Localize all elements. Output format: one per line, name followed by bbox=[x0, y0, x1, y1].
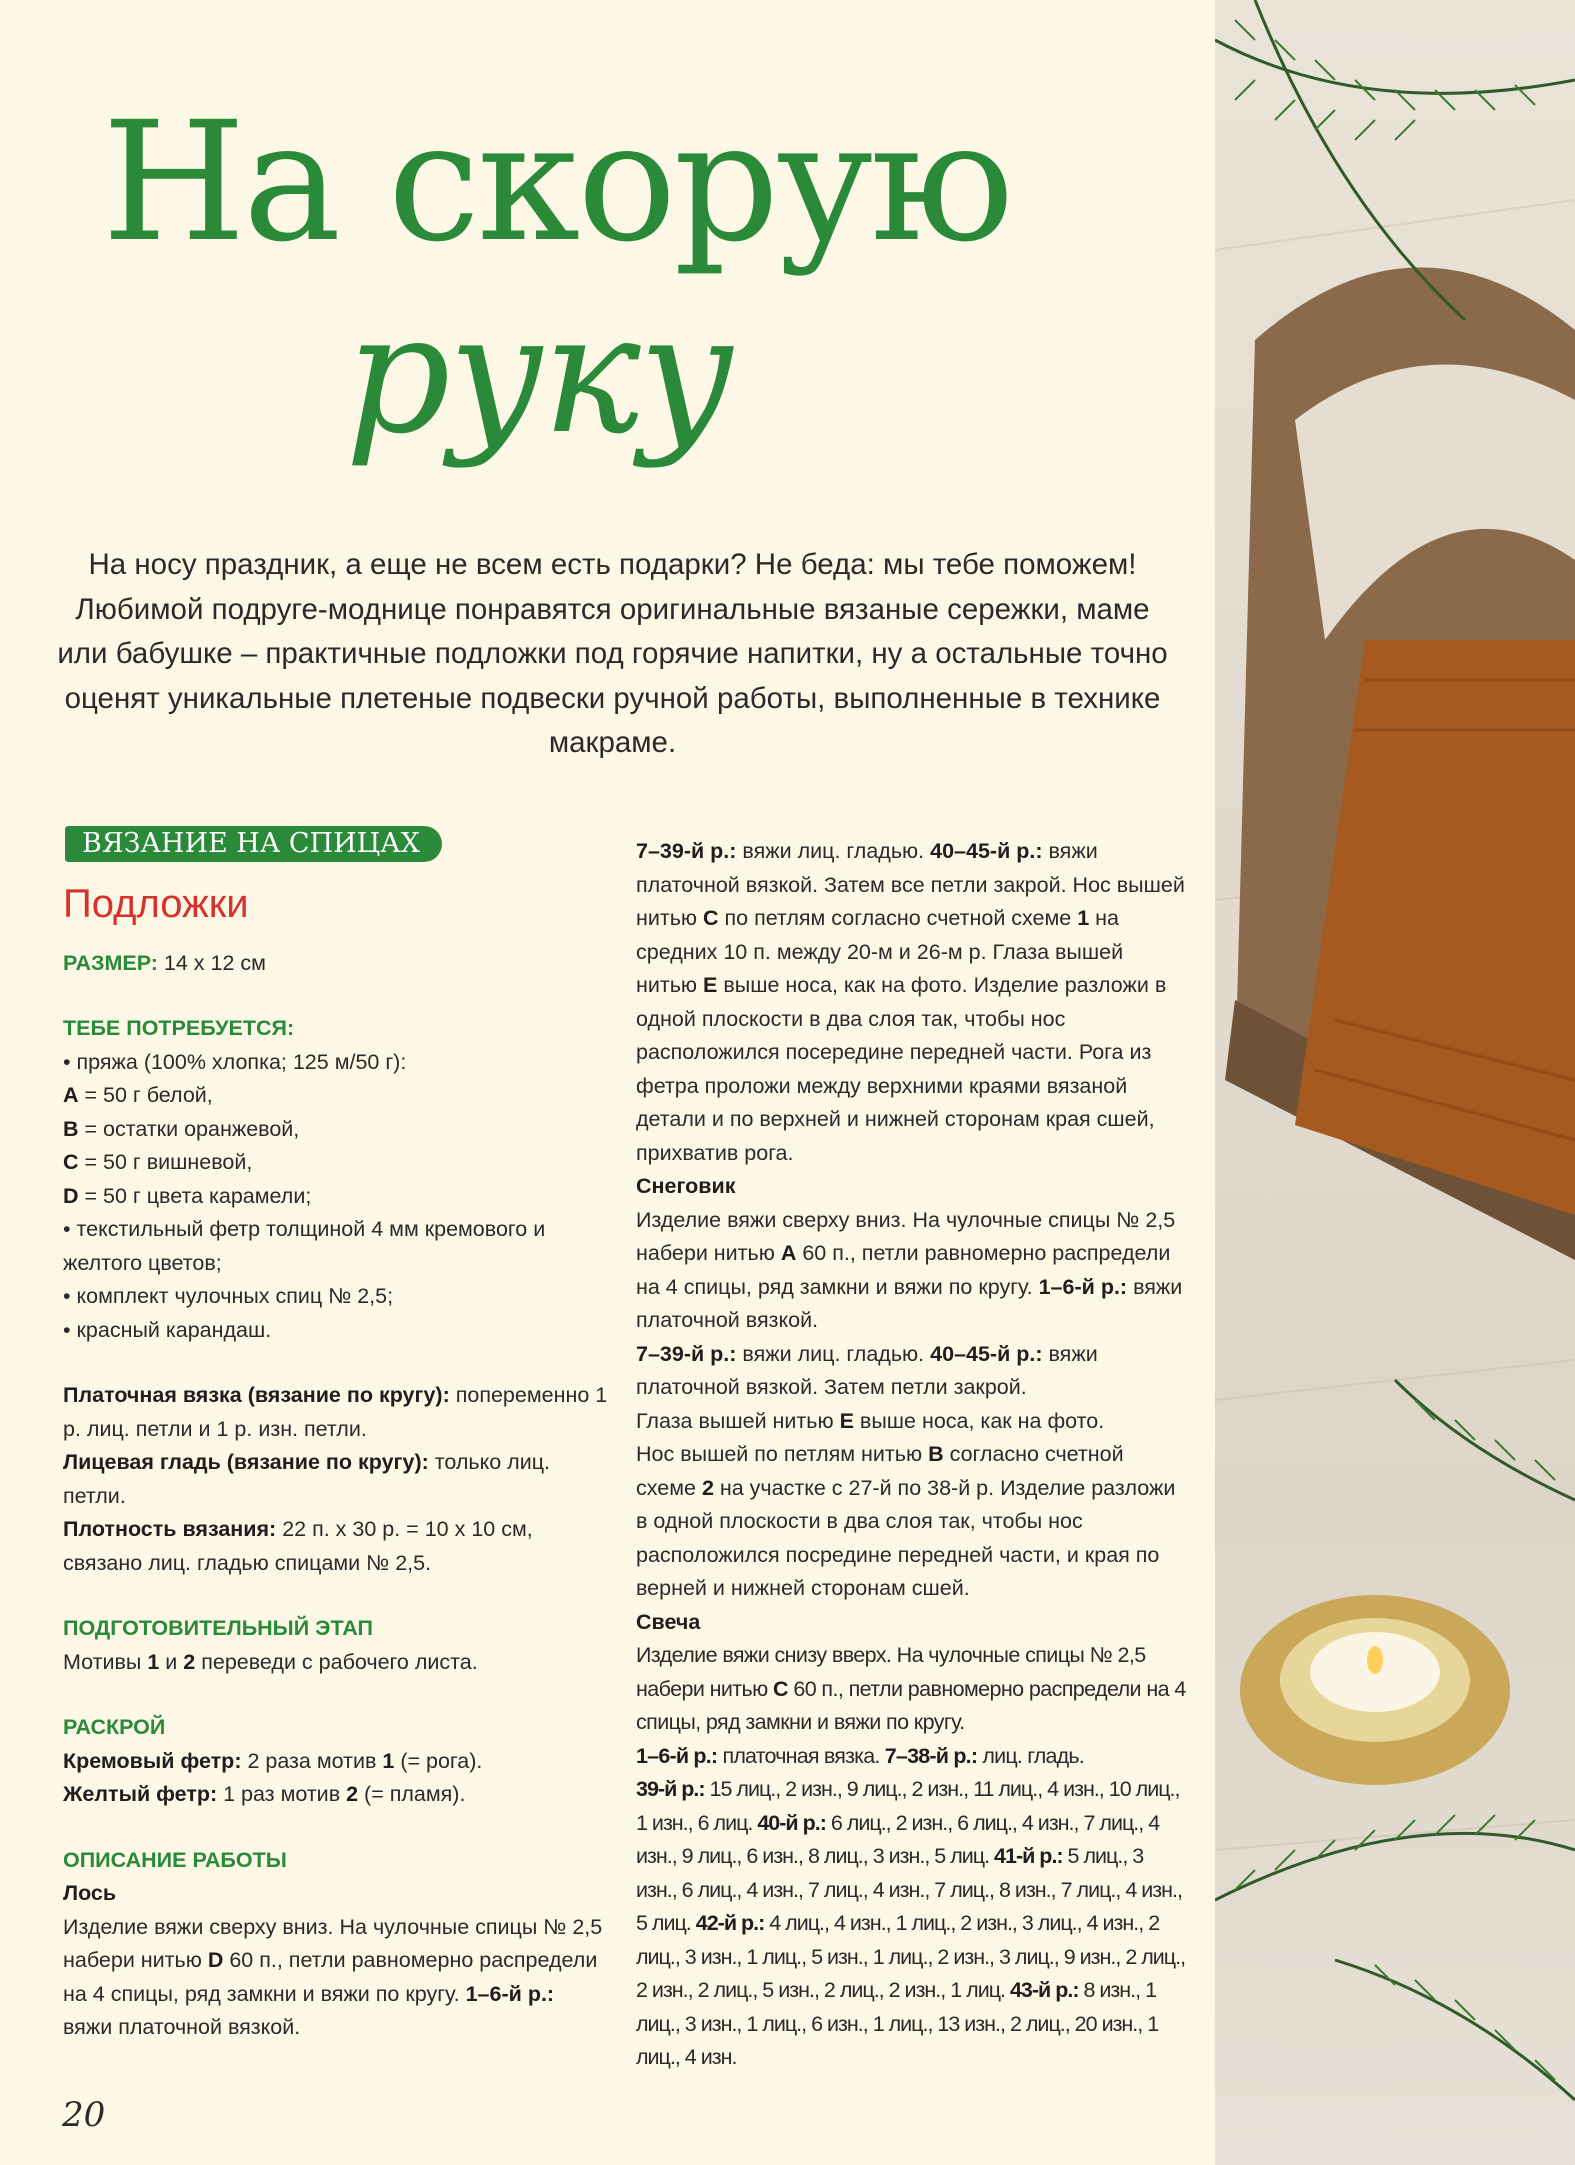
garter-stitch: Платочная вязка (вязание по кругу): попеременно 1 р. лиц. петли и 1 р. изн. петли. bbox=[63, 1383, 608, 1441]
cutting-yellow: Желтый фетр: 1 раз мотив 2 (= пламя). bbox=[63, 1782, 466, 1806]
snowman-text: Изделие вяжи сверху вниз. На чулочные спицы № 2,5 набери нитью A 60 п., петли равномерно распредели на 4 спицы, ряд замкни и вяжи по кругу. 1–6-й р.: вяжи платочной вязкой. bbox=[636, 1207, 1183, 1332]
stockinette-stitch: Лицевая гладь (вязание по кругу): только лиц. петли. bbox=[63, 1450, 551, 1508]
materials-color-a: A = 50 г белой, bbox=[63, 1083, 213, 1107]
size-line bbox=[63, 947, 608, 981]
candle-title: Свеча bbox=[636, 1609, 701, 1634]
candle-rows: 1–6-й р.: платочная вязка. 7–38-й р.: лиц. гладь. bbox=[636, 1743, 1084, 1768]
materials-color-d: D = 50 г цвета карамели; bbox=[63, 1183, 312, 1208]
materials-heading: ТЕБЕ ПОТРЕБУЕТСЯ: bbox=[63, 1016, 295, 1040]
snowman-title: Снеговик bbox=[636, 1174, 736, 1198]
section-badge: ВЯЗАНИЕ НА СПИЦАХ bbox=[65, 826, 442, 862]
materials-yarn: • пряжа (100% хлопка; 125 м/50 г): bbox=[63, 1049, 407, 1074]
materials-needles: • комплект чулочных спиц № 2,5; bbox=[63, 1284, 394, 1308]
work-heading: ОПИСАНИЕ РАБОТЫ bbox=[63, 1847, 287, 1872]
materials-color-c: C = 50 г вишневой, bbox=[63, 1150, 253, 1174]
candle-chart-rows: 39-й р.: 15 лиц., 2 изн., 9 лиц., 2 изн., 11 лиц., 4 изн., 10 лиц., 1 изн., 6 лиц. 40-й р.: 6 лиц., 2 изн., 6 лиц., 4 изн., 7 лиц., 4 изн., 9 лиц., 6 изн., 8 лиц., 3 изн., 5 лиц. 41-й р.: 5 лиц., 3 изн., 6 лиц., 4 изн., 7 лиц., 4 изн., 7 лиц., 8 изн., 7 лиц., 4 изн., 5 лиц. 42-й р.: 4 лиц., 4 изн., 1 лиц., 2 изн., 3 лиц., 4 изн., 2 лиц., 3 изн., 1 лиц., 5 изн., 1 лиц., 2 изн., 3 лиц., 9 изн., 2 лиц., 2 изн., 2 лиц., 5 изн., 2 лиц., 2 изн., 1 лиц. 43-й р.: 8 изн., 1 лиц., 3 изн., 1 лиц., 6 изн., 1 лиц., 13 изн., 2 лиц., 20 изн., 1 лиц., 4 изн. bbox=[636, 1777, 1186, 2069]
snowman-text-4: Нос вышей по петлям нитью B согласно счетной схеме 2 на участке с 27-й по 38-й р. Изделие разложи в одной плоскости в два слоя так, чтобы нос расположился посредине передней части, и края по верней и нижней сторонам сшей. bbox=[636, 1442, 1176, 1600]
materials-color-b: B = остатки оранжевой, bbox=[63, 1116, 300, 1141]
materials-felt: • текстильный фетр толщиной 4 мм кремового и желтого цветов; bbox=[63, 1217, 546, 1275]
size-value: 14 х 12 см bbox=[157, 950, 266, 975]
page-number: 20 bbox=[62, 2095, 106, 2135]
moose-text-continued: 7–39-й р.: вяжи лиц. гладью. 40–45-й р.: вяжи платочной вязкой. Затем все петли закрой. Нос вышей нитью C по петлям согласно счетной схеме 1 на средних 10 п. между 20-м и 26-м р. Глаза вышей нитью E выше носа, как на фото. Изделие разложи в одной плоскости в два слоя так, чтобы нос расположился посередине передней части. Рога из фетра проложи между верхними краями вязаной детали и по верхней и нижней сторонам края сшей, прихватив рога. bbox=[636, 839, 1185, 1165]
cutting-cream: Кремовый фетр: 2 раза мотив 1 (= рога). bbox=[63, 1748, 483, 1773]
title-line-1: На скорую bbox=[102, 86, 1011, 278]
candle-text: Изделие вяжи снизу вверх. На чулочные спицы № 2,5 набери нитью C 60 п., петли равномерно распредели на 4 спицы, ряд замкни и вяжи по кругу. bbox=[636, 1643, 1186, 1734]
snowman-text-2: 7–39-й р.: вяжи лиц. гладью. 40–45-й р.: вяжи платочной вязкой. Затем петли закрой. bbox=[636, 1341, 1098, 1399]
title-line-2: руку bbox=[345, 278, 733, 470]
materials-pencil: • красный карандаш. bbox=[63, 1317, 272, 1342]
moose-text: Изделие вяжи сверху вниз. На чулочные спицы № 2,5 набери нитью D 60 п., петли равномерно распредели на 4 спицы, ряд замкни и вяжи по кругу. 1–6-й р.: вяжи платочной вязкой. bbox=[63, 1914, 603, 2039]
snowman-text-3: Глаза вышей нитью E выше носа, как на фото. bbox=[636, 1408, 1105, 1433]
column-2 bbox=[636, 835, 1186, 2075]
cutting-heading: РАСКРОЙ bbox=[63, 1715, 166, 1739]
photo-illustration bbox=[1215, 0, 1575, 2165]
prep-heading: ПОДГОТОВИТЕЛЬНЫЙ ЭТАП bbox=[63, 1616, 373, 1640]
prep-text: Мотивы 1 и 2 переведи с рабочего листа. bbox=[63, 1649, 478, 1674]
article-title: Подложки bbox=[63, 881, 249, 926]
gauge: Плотность вязания: 22 п. х 30 р. = 10 х 10 см, связано лиц. гладью спицами № 2,5. bbox=[63, 1517, 533, 1575]
moose-title: Лось bbox=[63, 1881, 117, 1905]
size-label: РАЗМЕР: bbox=[63, 950, 158, 975]
intro-paragraph: На носу праздник, а еще не всем есть подарки? Не беда: мы тебе поможем! Любимой подруге-моднице понравятся оригинальные вязаные сережки, маме или бабушке – практичные подложки под горячие напитки, ну а остальные точно оценят уникальные плетеные подвески ручной работы, выполненные в технике макраме. bbox=[57, 548, 1168, 759]
photo-knitted-coaster-with-fir-branches bbox=[1215, 0, 1575, 2165]
column-1 bbox=[63, 826, 608, 2045]
